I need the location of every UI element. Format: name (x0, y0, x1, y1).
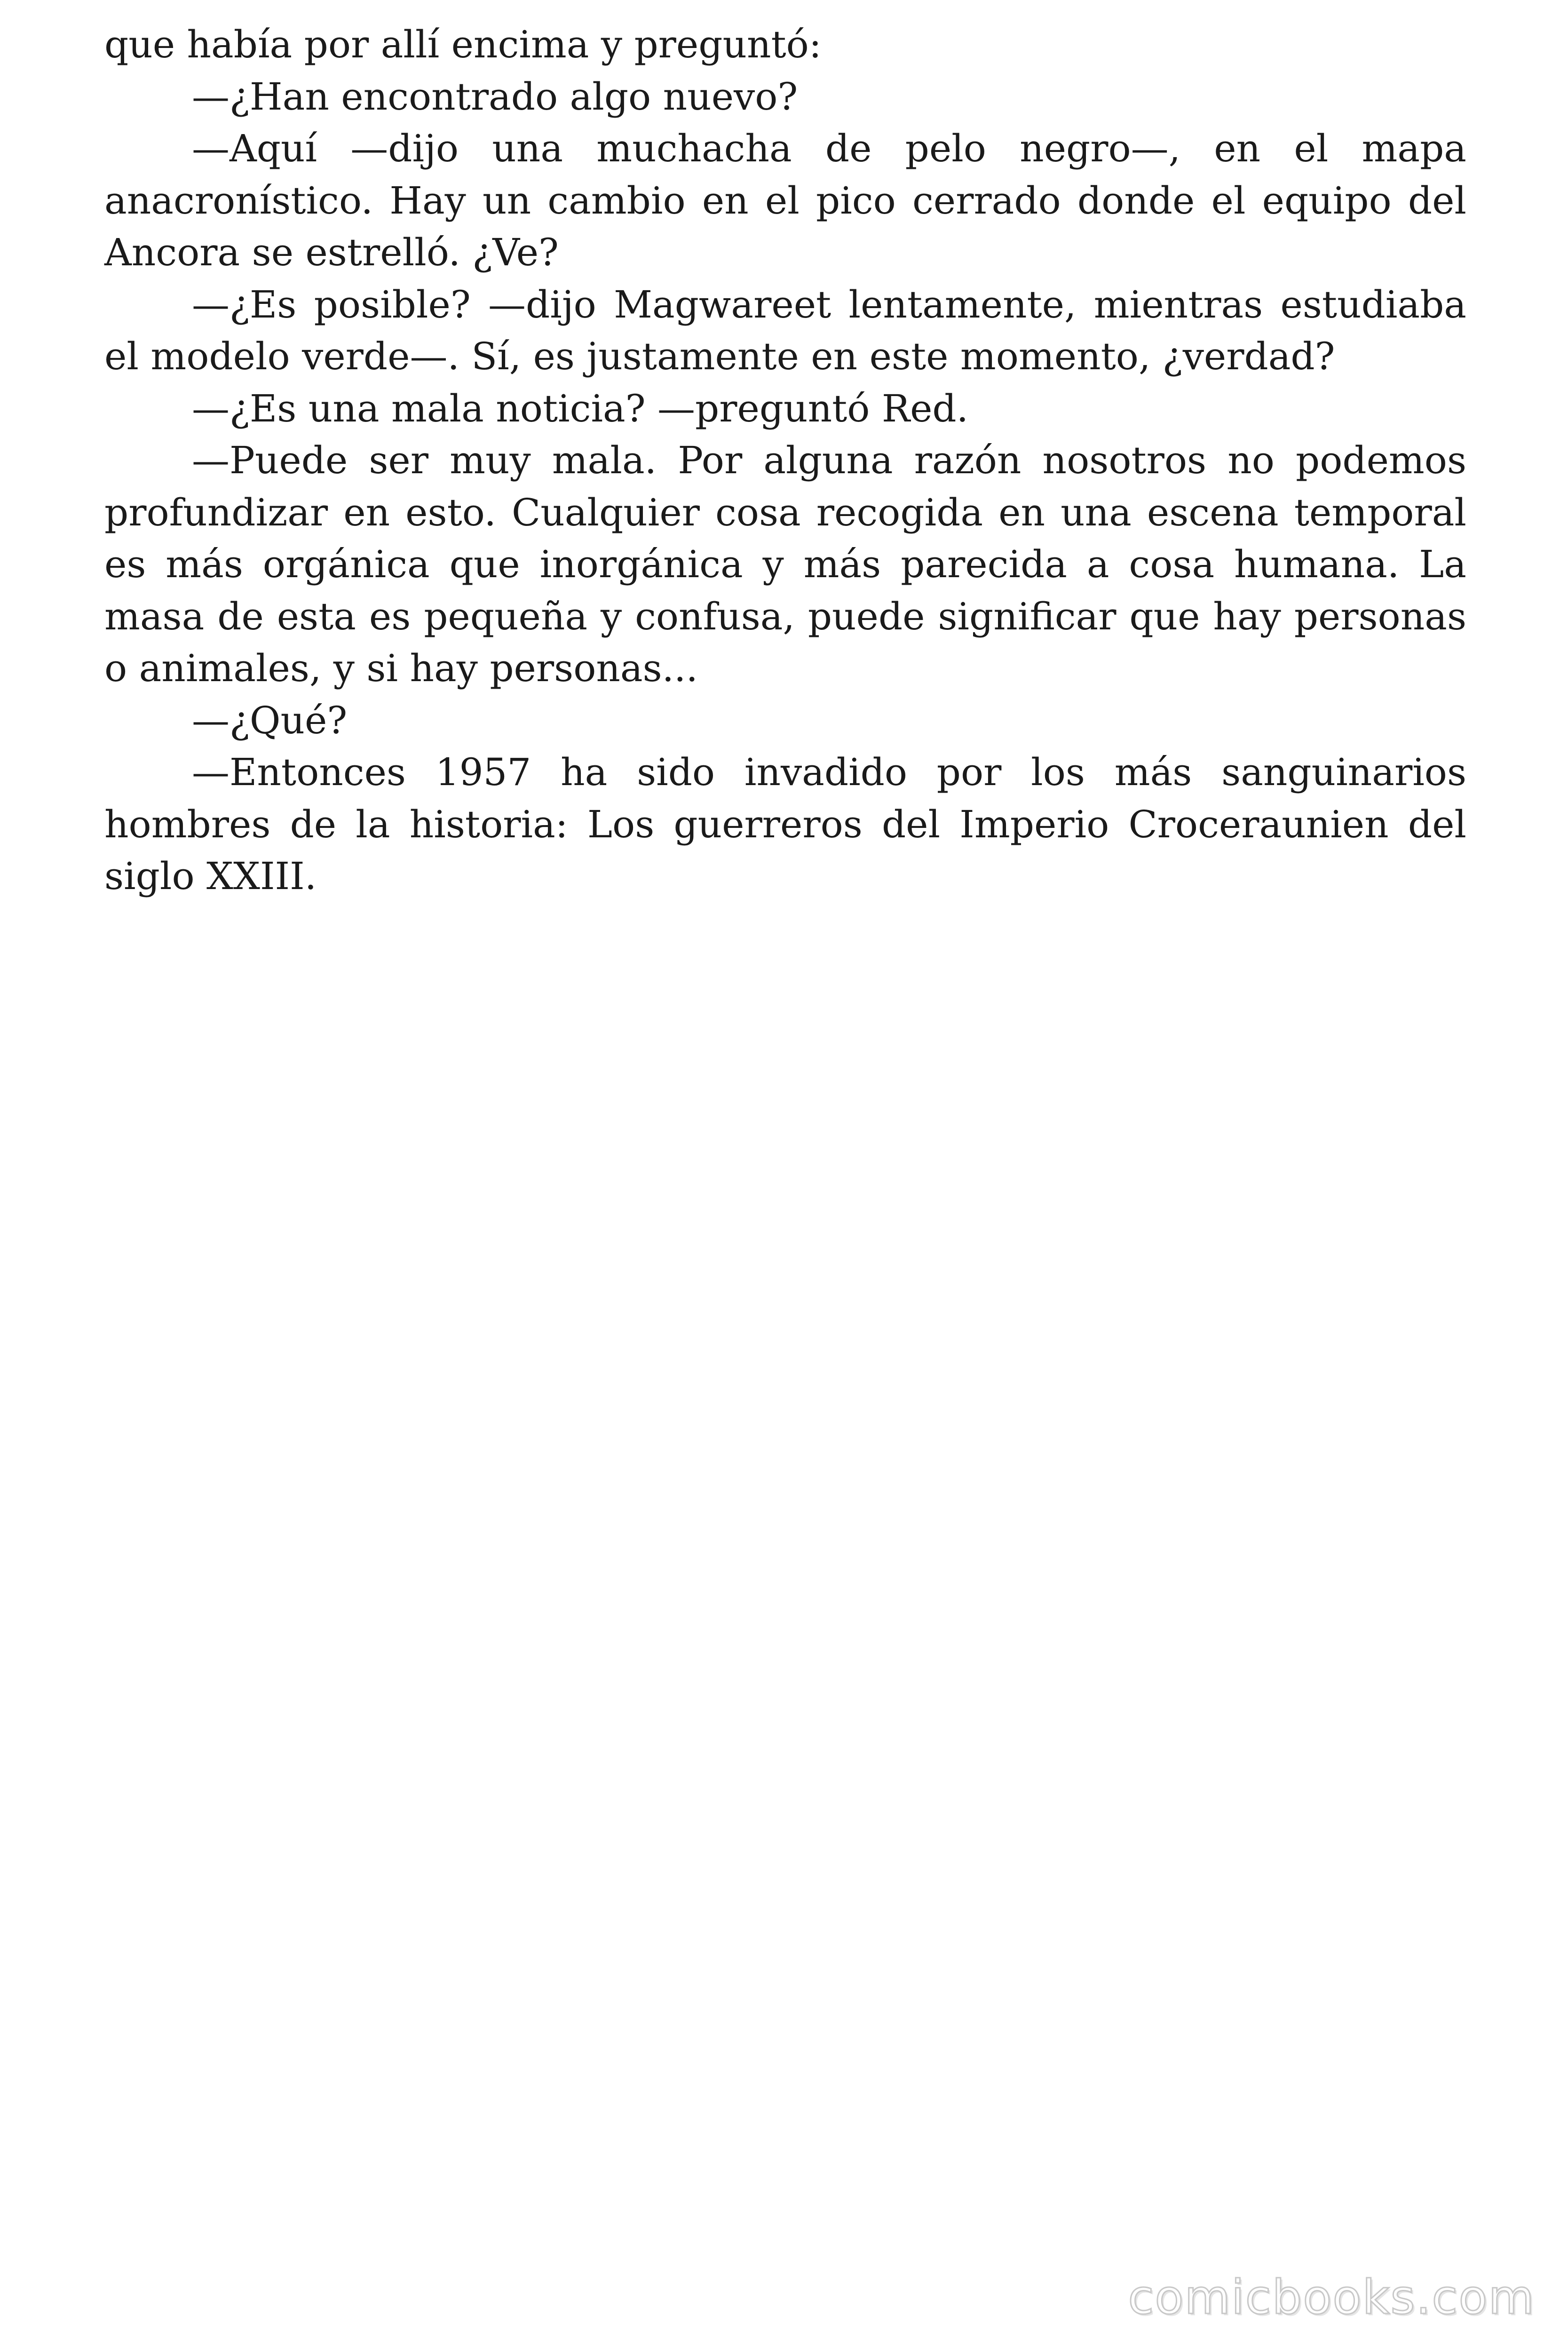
paragraph-dialogue: —Puede ser muy mala. Por alguna razón nosotros no podemos profundizar en esto. Cualquier cosa recogida en una escena temporal es más orgánica que inorgánica y más parecida a cosa humana. La masa de esta es pequeña y confusa, puede significar que hay personas o animales, y si hay personas... (104, 438, 1466, 690)
site-watermark: comicbooks.com (1128, 2270, 1535, 2325)
paragraph-dialogue: —Aquí —dijo una muchacha de pelo negro—, en el mapa anacronístico. Hay un cambio en el pico cerrado donde el equipo del Ancora se estrelló. ¿Ve? (104, 127, 1466, 274)
paragraph-dialogue: —¿Es posible? —dijo Magwareet lentamente, mientras estudiaba el modelo verde—. Sí, es justamente en este momento, ¿verdad? (104, 282, 1466, 378)
paragraph-dialogue: —Entonces 1957 ha sido invadido por los más sanguinarios hombres de la historia: Los guerreros del Imperio Croceraunien del siglo XXIII. (104, 750, 1466, 898)
document-page (104, 19, 1466, 903)
paragraph-dialogue: —¿Han encontrado algo nuevo? (192, 74, 798, 119)
paragraph-continuation: que había por allí encima y preguntó: (104, 23, 822, 66)
paragraph-dialogue: —¿Es una mala noticia? —preguntó Red. (192, 386, 969, 430)
paragraph-dialogue: —¿Qué? (192, 698, 348, 742)
